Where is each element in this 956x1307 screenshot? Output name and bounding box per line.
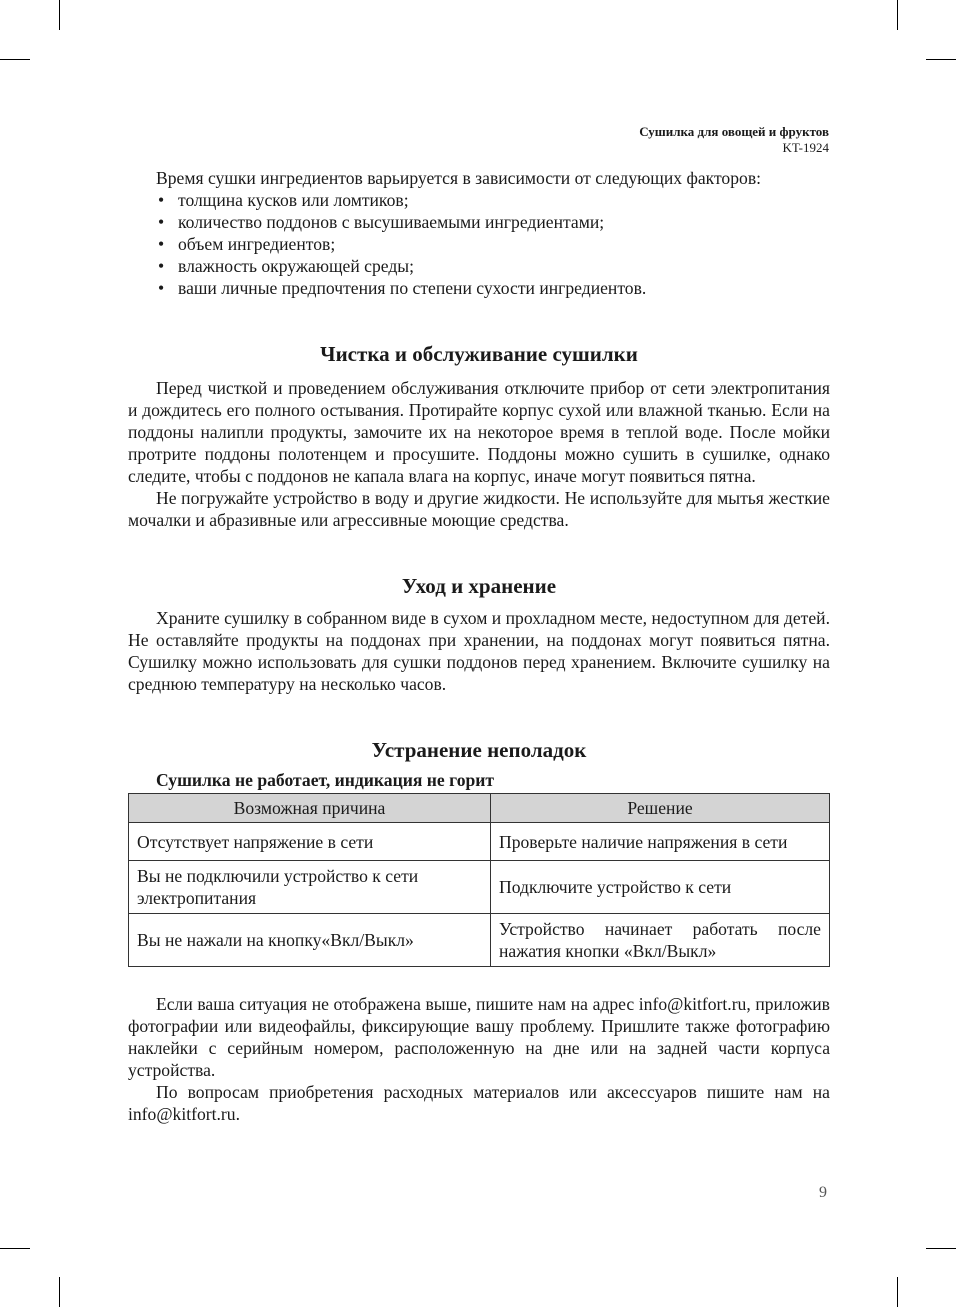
- contact-paragraph-1: Если ваша ситуация не отображена выше, пишите нам на адрес info@kitfort.ru, приложив фотографии или видеофайлы, фиксирующие вашу проблему. Пришлите также фотографию наклейки с серийным номером, расположенную на дне или на задней части корпуса устройства.: [128, 994, 830, 1080]
- solution-line: Устройство начинает работать после: [499, 919, 821, 939]
- table-header-row: [129, 794, 830, 823]
- header-title: Сушилка для овощей и фруктов: [639, 124, 829, 139]
- solution-line: нажатия кнопки «Вкл/Выкл»: [499, 941, 717, 961]
- list-item: • количество поддонов с высушиваемыми ингредиентами;: [178, 211, 830, 233]
- factor-list: [128, 189, 830, 299]
- list-item: • толщина кусков или ломтиков;: [178, 189, 830, 211]
- table-row: [129, 823, 830, 861]
- running-header: [639, 124, 829, 156]
- column-header-cause: Возможная причина: [129, 794, 491, 823]
- crop-mark-top-left-h: [0, 59, 30, 60]
- cause-cell: Вы не нажали на кнопку«Вкл/Выкл»: [129, 914, 491, 967]
- page-number: 9: [819, 1184, 827, 1201]
- solution-cell: [491, 914, 830, 967]
- solution-cell: Подключите устройство к сети: [491, 861, 830, 914]
- table-row: [129, 861, 830, 914]
- page-content: [128, 167, 830, 1125]
- crop-mark-bottom-right-v: [897, 1277, 898, 1307]
- list-item: • влажность окружающей среды;: [178, 255, 830, 277]
- solution-cell: Проверьте наличие напряжения в сети: [491, 823, 830, 861]
- storage-paragraph: Храните сушилку в собранном виде в сухом и прохладном месте, недоступном для детей. Не оставляйте продукты на поддонах при хранении, на поддонах могут появиться пятна. Сушилку можно использовать для сушки поддонов перед хранением. Включите сушилку на среднюю температуру на несколько часов.: [128, 608, 830, 694]
- column-header-solution: Решение: [491, 794, 830, 823]
- troubleshooting-heading: Устранение неполадок: [371, 738, 587, 762]
- list-item: • ваши личные предпочтения по степени сухости ингредиентов.: [178, 277, 830, 299]
- cleaning-paragraph-1: Перед чисткой и проведением обслуживания отключите прибор от сети электропитания и дождитесь его полного остывания. Протирайте корпус сухой или влажной тканью. Если на поддоны налипли продукты, замочите их на некоторое время в теплой воде. После мойки протрите поддоны полотенцем и просушите. Поддоны можно сушить в сушилке, однако следите, чтобы с поддонов не капала влага на корпус, иначе могут появиться пятна.: [128, 378, 830, 486]
- problem-subheading: Сушилка не работает, индикация не горит: [156, 770, 495, 790]
- crop-mark-top-right-v: [897, 0, 898, 30]
- list-item: • объем ингредиентов;: [178, 233, 830, 255]
- crop-mark-top-left-v: [59, 0, 60, 30]
- crop-mark-bottom-left-h: [0, 1248, 30, 1249]
- contact-paragraph-2: По вопросам приобретения расходных материалов или аксессуаров пишите нам на info@kitfort.ru.: [128, 1082, 830, 1124]
- intro-lead: Время сушки ингредиентов варьируется в зависимости от следующих факторов:: [156, 168, 762, 188]
- cause-cell: Отсутствует напряжение в сети: [129, 823, 491, 861]
- cleaning-heading: Чистка и обслуживание сушилки: [320, 342, 638, 366]
- crop-mark-top-right-h: [926, 59, 956, 60]
- crop-mark-bottom-right-h: [926, 1248, 956, 1249]
- cleaning-paragraph-2: Не погружайте устройство в воду и другие жидкости. Не используйте для мытья жесткие мочалки и абразивные или агрессивные моющие средства.: [128, 488, 830, 530]
- header-model: KT-1924: [782, 140, 829, 155]
- troubleshooting-table: [128, 793, 830, 967]
- crop-mark-bottom-left-v: [59, 1277, 60, 1307]
- cause-cell: Вы не подключили устройство к сети электропитания: [129, 861, 491, 914]
- table-row: [129, 914, 830, 967]
- storage-heading: Уход и хранение: [401, 574, 557, 598]
